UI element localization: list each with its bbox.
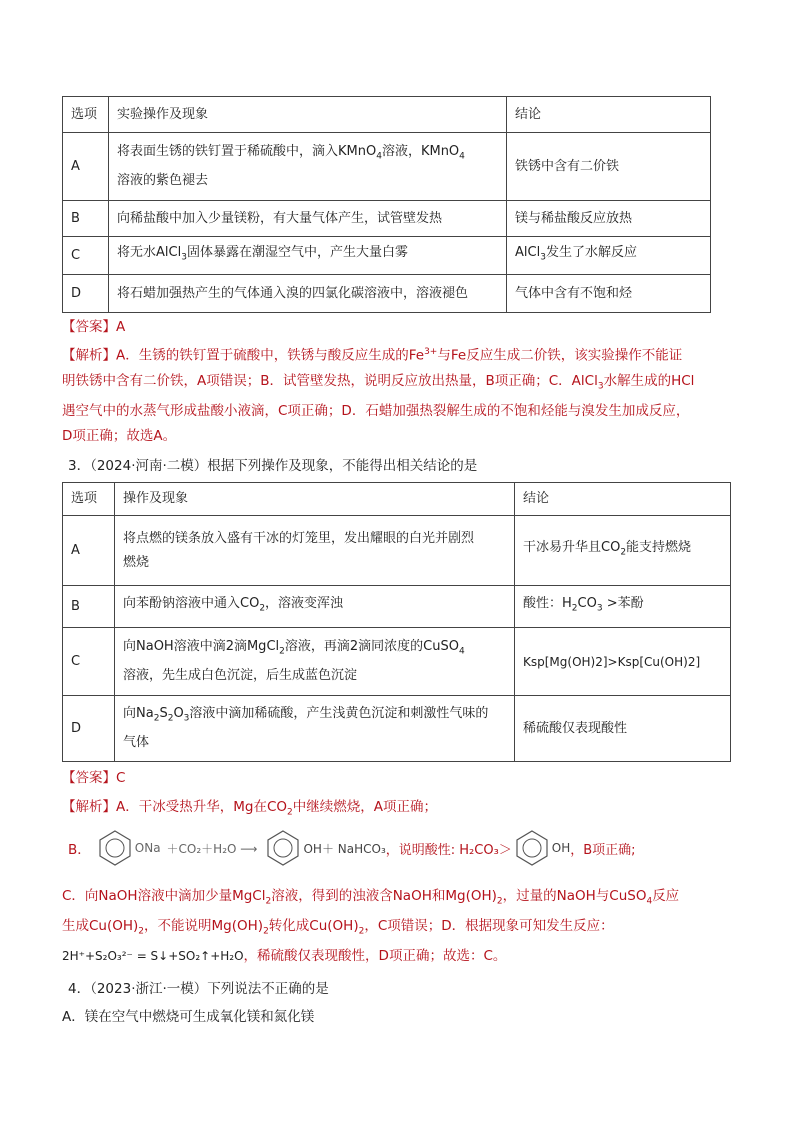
reaction-equation-row: B． ONa ＋CO₂＋H₂O ⟶ OH＋ NaHCO₃ ，说明酸性: H₂CO₃＞ OH ，B项正确; — [68, 826, 728, 870]
table-row — [63, 628, 731, 696]
analysis-line: 【解析】A．生锈的铁钉置于硫酸中，铁锈与酸反应生成的$Fe^{3+}$与Fe反应生成二价铁，该实验操作不能证 — [62, 347, 683, 364]
answer-block-1 — [62, 315, 694, 449]
conclusion-cell: 稀硫酸仅表现酸性 — [515, 696, 731, 762]
operation-cell: 将无水AlCl$_3$固体暴露在潮湿空气中，产生大量白雾 — [109, 237, 507, 275]
operation-cell: 将表面生锈的铁钉置于稀硫酸中，滴入KMnO$_4$溶液，KMnO$_4$ 溶液的紫色褪去 — [109, 133, 507, 201]
conclusion-cell: 镁与稀盐酸反应放热 — [507, 201, 711, 237]
conclusion-cell: Ksp[Mg(OH)2]>Ksp[Cu(OH)2] — [515, 628, 731, 696]
answer-label-2: 【答案】C — [62, 770, 126, 786]
table-row — [63, 696, 731, 762]
operation-cell: 向苯酚钠溶液中通入$CO_2$，溶液变浑浊 — [115, 586, 515, 628]
analysis-line: 2H⁺+S₂O₃²⁻ = S↓+SO₂↑+H₂O，稀硫酸仅表现酸性，D项正确；故选：C。 — [62, 948, 507, 964]
conclusion-cell: 铁锈中含有二价铁 — [507, 133, 711, 201]
option-label: D — [63, 275, 109, 313]
header-conclusion: 结论 — [515, 483, 731, 516]
option-label: B — [63, 201, 109, 237]
analysis-line: 遇空气中的水蒸气形成盐酸小液滴，C项正确；D．石蜡加强热裂解生成的不饱和烃能与溴发生加成反应， — [62, 403, 690, 420]
conclusion-cell: 气体中含有不饱和烃 — [507, 275, 711, 313]
operation-cell: 将石蜡加强热产生的气体通入溴的四氯化碳溶液中，溶液褪色 — [109, 275, 507, 313]
operation-cell: 向$Na_2S_2O_3$溶液中滴加稀硫酸，产生浅黄色沉淀和刺激性气味的 气体 — [115, 696, 515, 762]
table-row — [63, 275, 711, 313]
table-row — [63, 516, 731, 586]
analysis-line: 明铁锈中含有二价铁，A项错误；B．试管壁发热，说明反应放出热量，B项正确；C．AlCl$_3$水解生成的HCl — [62, 372, 695, 392]
header-operation: 操作及现象 — [115, 483, 515, 516]
header-option: 选项 — [63, 483, 115, 516]
operation-cell: 向NaOH溶液中滴2滴MgCl$_2$溶液，再滴2滴同浓度的CuSO$_4$ 溶液，先生成白色沉淀，后生成蓝色沉淀 — [115, 628, 515, 696]
option-label: D — [63, 696, 115, 762]
header-conclusion: 结论 — [507, 97, 711, 133]
experiment-table-2 — [62, 482, 731, 762]
question-3-stem: 3．（2024·河南·二模）根据下列操作及现象，不能得出相关结论的是 — [68, 458, 478, 474]
benzene-ring-icon — [263, 828, 303, 868]
table-row — [63, 586, 731, 628]
conclusion-cell: 酸性：$H_2CO_3$ >苯酚 — [515, 586, 731, 628]
analysis-line: D项正确；故选A。 — [62, 428, 177, 445]
analysis-line: 【解析】A．干冰受热升华，Mg在$CO_2$中继续燃烧，A项正确； — [62, 799, 437, 818]
operation-cell: 将点燃的镁条放入盛有干冰的灯笼里，发出耀眼的白光并剧烈 燃烧 — [115, 516, 515, 586]
table-row — [63, 133, 711, 201]
operation-cell: 向稀盐酸中加入少量镁粉，有大量气体产生，试管壁发热 — [109, 201, 507, 237]
conclusion-cell: AlCl$_3$发生了水解反应 — [507, 237, 711, 275]
analysis-line: 生成$Cu(OH)_2$，不能说明$Mg(OH)_2$转化成$Cu(OH)_2$，C项错误；D．根据现象可知发生反应： — [62, 918, 614, 937]
option-label: A — [63, 516, 115, 586]
answer-label: 【答案】A — [62, 319, 126, 335]
benzene-ring-icon — [95, 828, 135, 868]
conclusion-cell: 干冰易升华且$CO_2$能支持燃烧 — [515, 516, 731, 586]
option-label: A — [63, 133, 109, 201]
question-4-option-a: A．镁在空气中燃烧可生成氧化镁和氮化镁 — [62, 1009, 315, 1025]
option-label: B — [63, 586, 115, 628]
analysis-line: C．向NaOH溶液中滴加少量MgCl$_2$溶液，得到的浊液含NaOH和$Mg(OH)_2$，过量的NaOH与CuSO$_4$反应 — [62, 888, 680, 907]
benzene-ring-icon — [512, 828, 552, 868]
option-label: C — [63, 628, 115, 696]
experiment-table-1 — [62, 96, 711, 313]
header-operation: 实验操作及现象 — [109, 97, 507, 133]
option-label: C — [63, 237, 109, 275]
table-row — [63, 237, 711, 275]
question-4-stem: 4．（2023·浙江·一模）下列说法不正确的是 — [68, 981, 329, 997]
table-row — [63, 201, 711, 237]
header-option: 选项 — [63, 97, 109, 133]
